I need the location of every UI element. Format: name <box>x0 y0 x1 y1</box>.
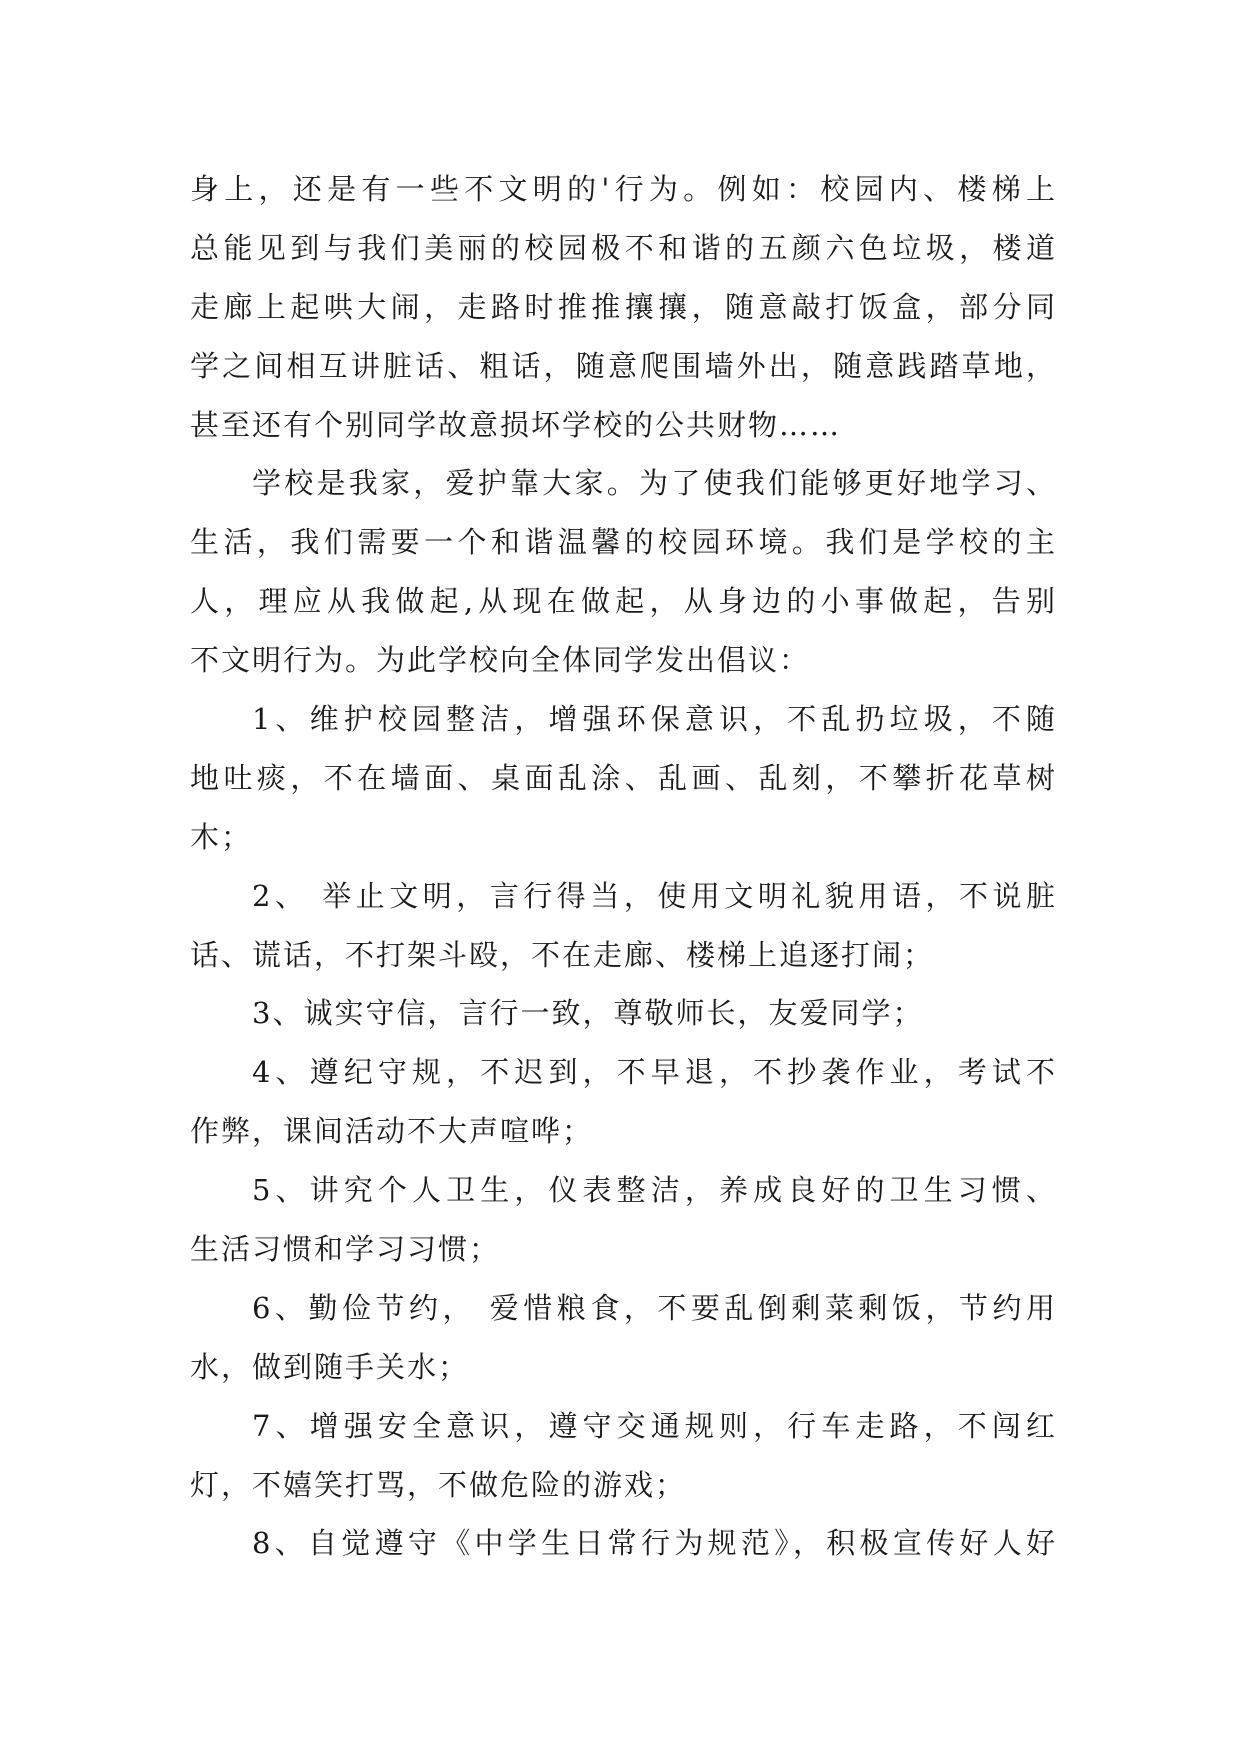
text-line: 生活习惯和学习习惯； <box>190 1232 501 1267</box>
text-line: 1、维护校园整洁，增强环保意识，不乱扔垃圾，不随 <box>252 702 1057 737</box>
text-line: 走廊上起哄大闹，走路时推推攘攘，随意敲打饭盒，部分同 <box>190 289 1057 324</box>
text-line: 木； <box>190 819 253 854</box>
proposal-item-3 <box>190 984 1057 1043</box>
text-line: 地吐痰，不在墙面、桌面乱涂、乱画、乱刻，不攀折花草树 <box>190 760 1057 795</box>
text-line: 6、勤俭节约， 爱惜粮食，不要乱倒剩菜剩饭，节约用 <box>252 1290 1057 1325</box>
text-line: 灯，不嬉笑打骂，不做危险的游戏； <box>190 1467 687 1502</box>
text-line: 水，做到随手关水； <box>190 1349 470 1384</box>
text-line: 7、增强安全意识，遵守交通规则，行车走路，不闯红 <box>252 1408 1057 1443</box>
text-line: 5、讲究个人卫生，仪表整洁，养成良好的卫生习惯、 <box>252 1173 1057 1208</box>
text-line: 总能见到与我们美丽的校园极不和谐的五颜六色垃圾，楼道 <box>190 230 1057 265</box>
text-line: 作弊，课间活动不大声喧哗； <box>190 1114 594 1149</box>
paragraph-2 <box>190 454 1057 690</box>
text-line: 生活，我们需要一个和谐温馨的校园环境。我们是学校的主 <box>190 525 1057 560</box>
text-line: 8、自觉遵守《中学生日常行为规范》，积极宣传好人好 <box>252 1526 1057 1561</box>
proposal-item-2 <box>190 867 1057 985</box>
text-line: 不文明行为。为此学校向全体同学发出倡议： <box>190 643 811 678</box>
text-line: 3、诚实守信，言行一致，尊敬师长，友爱同学； <box>252 996 924 1031</box>
proposal-item-6 <box>190 1279 1057 1397</box>
proposal-item-7 <box>190 1397 1057 1515</box>
text-line: 人，理应从我做起,从现在做起，从身边的小事做起，告别 <box>190 584 1057 619</box>
text-line: 4、遵纪守规，不迟到，不早退，不抄袭作业，考试不 <box>252 1055 1057 1090</box>
text-line: 甚至还有个别同学故意损坏学校的公共财物…… <box>190 407 842 442</box>
proposal-item-1 <box>190 690 1057 867</box>
text-line: 身上，还是有一些不文明的'行为。例如：校园内、楼梯上 <box>190 172 1057 206</box>
proposal-item-4 <box>190 1043 1057 1161</box>
text-line: 2、 举止文明，言行得当，使用文明礼貌用语，不说脏 <box>252 878 1057 913</box>
proposal-item-8 <box>190 1514 1057 1573</box>
text-line: 学校是我家，爱护靠大家。为了使我们能够更好地学习、 <box>252 466 1057 501</box>
paragraph-1 <box>190 160 1057 454</box>
proposal-item-5 <box>190 1161 1057 1279</box>
text-line: 话、谎话，不打架斗殴，不在走廊、楼梯上追逐打闹； <box>190 937 935 972</box>
text-line: 学之间相互讲脏话、粗话，随意爬围墙外出，随意践踏草地， <box>190 348 1057 383</box>
document-body <box>190 160 1057 1573</box>
